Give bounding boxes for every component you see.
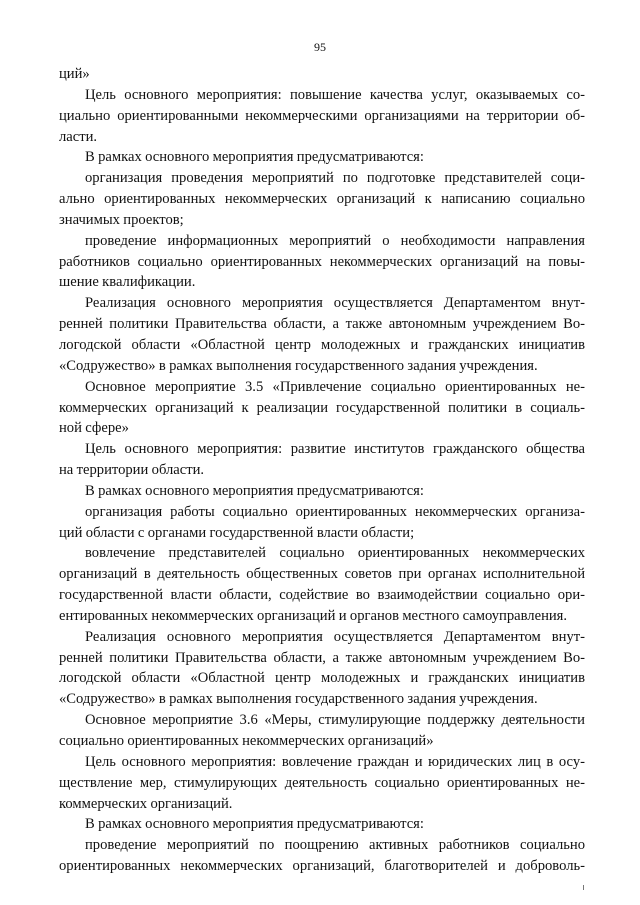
text-line: «Содружество» в рамках выполнения государственного задания учреждения. (59, 357, 538, 374)
text-line: ентированных некоммерческих организаций и органов местного самоуправления. (59, 607, 568, 624)
text-line: Реализация основного мероприятия осуществляется Департаментом внут- (85, 295, 585, 312)
text-line: Основное мероприятие 3.5 «Привлечение социально ориентированных не- (85, 378, 585, 395)
text-line: шение квалификации. (59, 274, 196, 291)
text-line: значимых проектов; (59, 211, 184, 228)
text-line: Цель основного мероприятия: повышение качества услуг, оказываемых со- (85, 86, 585, 103)
text-line: ально ориентированных некоммерческих организаций к написанию социально (59, 191, 585, 208)
page-number: 95 (314, 40, 326, 54)
text-line: Цель основного мероприятия: вовлечение граждан и юридических лиц в осу- (85, 753, 585, 770)
text-line: ций» (59, 66, 90, 82)
text-line: организаций в деятельность общественных советов при органах исполнительной (59, 566, 585, 583)
body-text (59, 64, 585, 877)
text-line: В рамках основного мероприятия предусматриваются: (85, 482, 424, 499)
text-line: организация работы социально ориентированных некоммерческих организа- (85, 503, 585, 520)
text-line: логодской области «Областной центр молодежных и гражданских инициатив (59, 336, 585, 353)
text-line: ной сфере» (59, 420, 129, 437)
text-line: Основное мероприятие 3.6 «Меры, стимулирующие поддержку деятельности (85, 712, 585, 729)
text-line: ренней политики Правительства области, а также автономным учреждением Во- (59, 649, 585, 666)
text-line: ренней политики Правительства области, а также автономным учреждением Во- (59, 316, 585, 333)
text-line: Реализация основного мероприятия осуществляется Департаментом внут- (85, 628, 585, 645)
text-line: организация проведения мероприятий по подготовке представителей соци- (85, 170, 585, 187)
text-line: государственной власти области, содействие во взаимодействии социально ори- (59, 587, 585, 604)
text-line: вовлечение представителей социально ориентированных некоммерческих (85, 545, 585, 562)
text-line: проведение мероприятий по поощрению активных работников социально (85, 837, 585, 854)
text-line: социально ориентированных некоммерческих организаций» (59, 733, 434, 749)
text-line: проведение информационных мероприятий о необходимости направления (85, 232, 585, 249)
text-line: коммерческих организаций. (59, 795, 233, 812)
text-line: В рамках основного мероприятия предусматриваются: (85, 816, 424, 833)
text-line: на территории области. (59, 462, 205, 479)
text-line: ласти. (59, 128, 98, 145)
scan-mark (583, 885, 584, 890)
text-line: ций области с органами государственной власти области; (59, 524, 415, 541)
text-line: коммерческих организаций к реализации государственной политики в социаль- (59, 399, 585, 416)
text-line: ориентированных некоммерческих организаций, благотворителей и доброволь- (59, 858, 585, 875)
text-line: Цель основного мероприятия: развитие институтов гражданского общества (85, 441, 585, 458)
text-line: циально ориентированными некоммерческими организациями на территории об- (59, 107, 585, 124)
text-line: «Содружество» в рамках выполнения государственного задания учреждения. (59, 691, 538, 708)
text-line: логодской области «Областной центр молодежных и гражданских инициатив (59, 670, 585, 687)
text-line: ществление мер, стимулирующих деятельность социально ориентированных не- (59, 774, 585, 791)
text-line: В рамках основного мероприятия предусматриваются: (85, 149, 424, 166)
text-line: работников социально ориентированных некоммерческих организаций на повы- (59, 253, 585, 270)
